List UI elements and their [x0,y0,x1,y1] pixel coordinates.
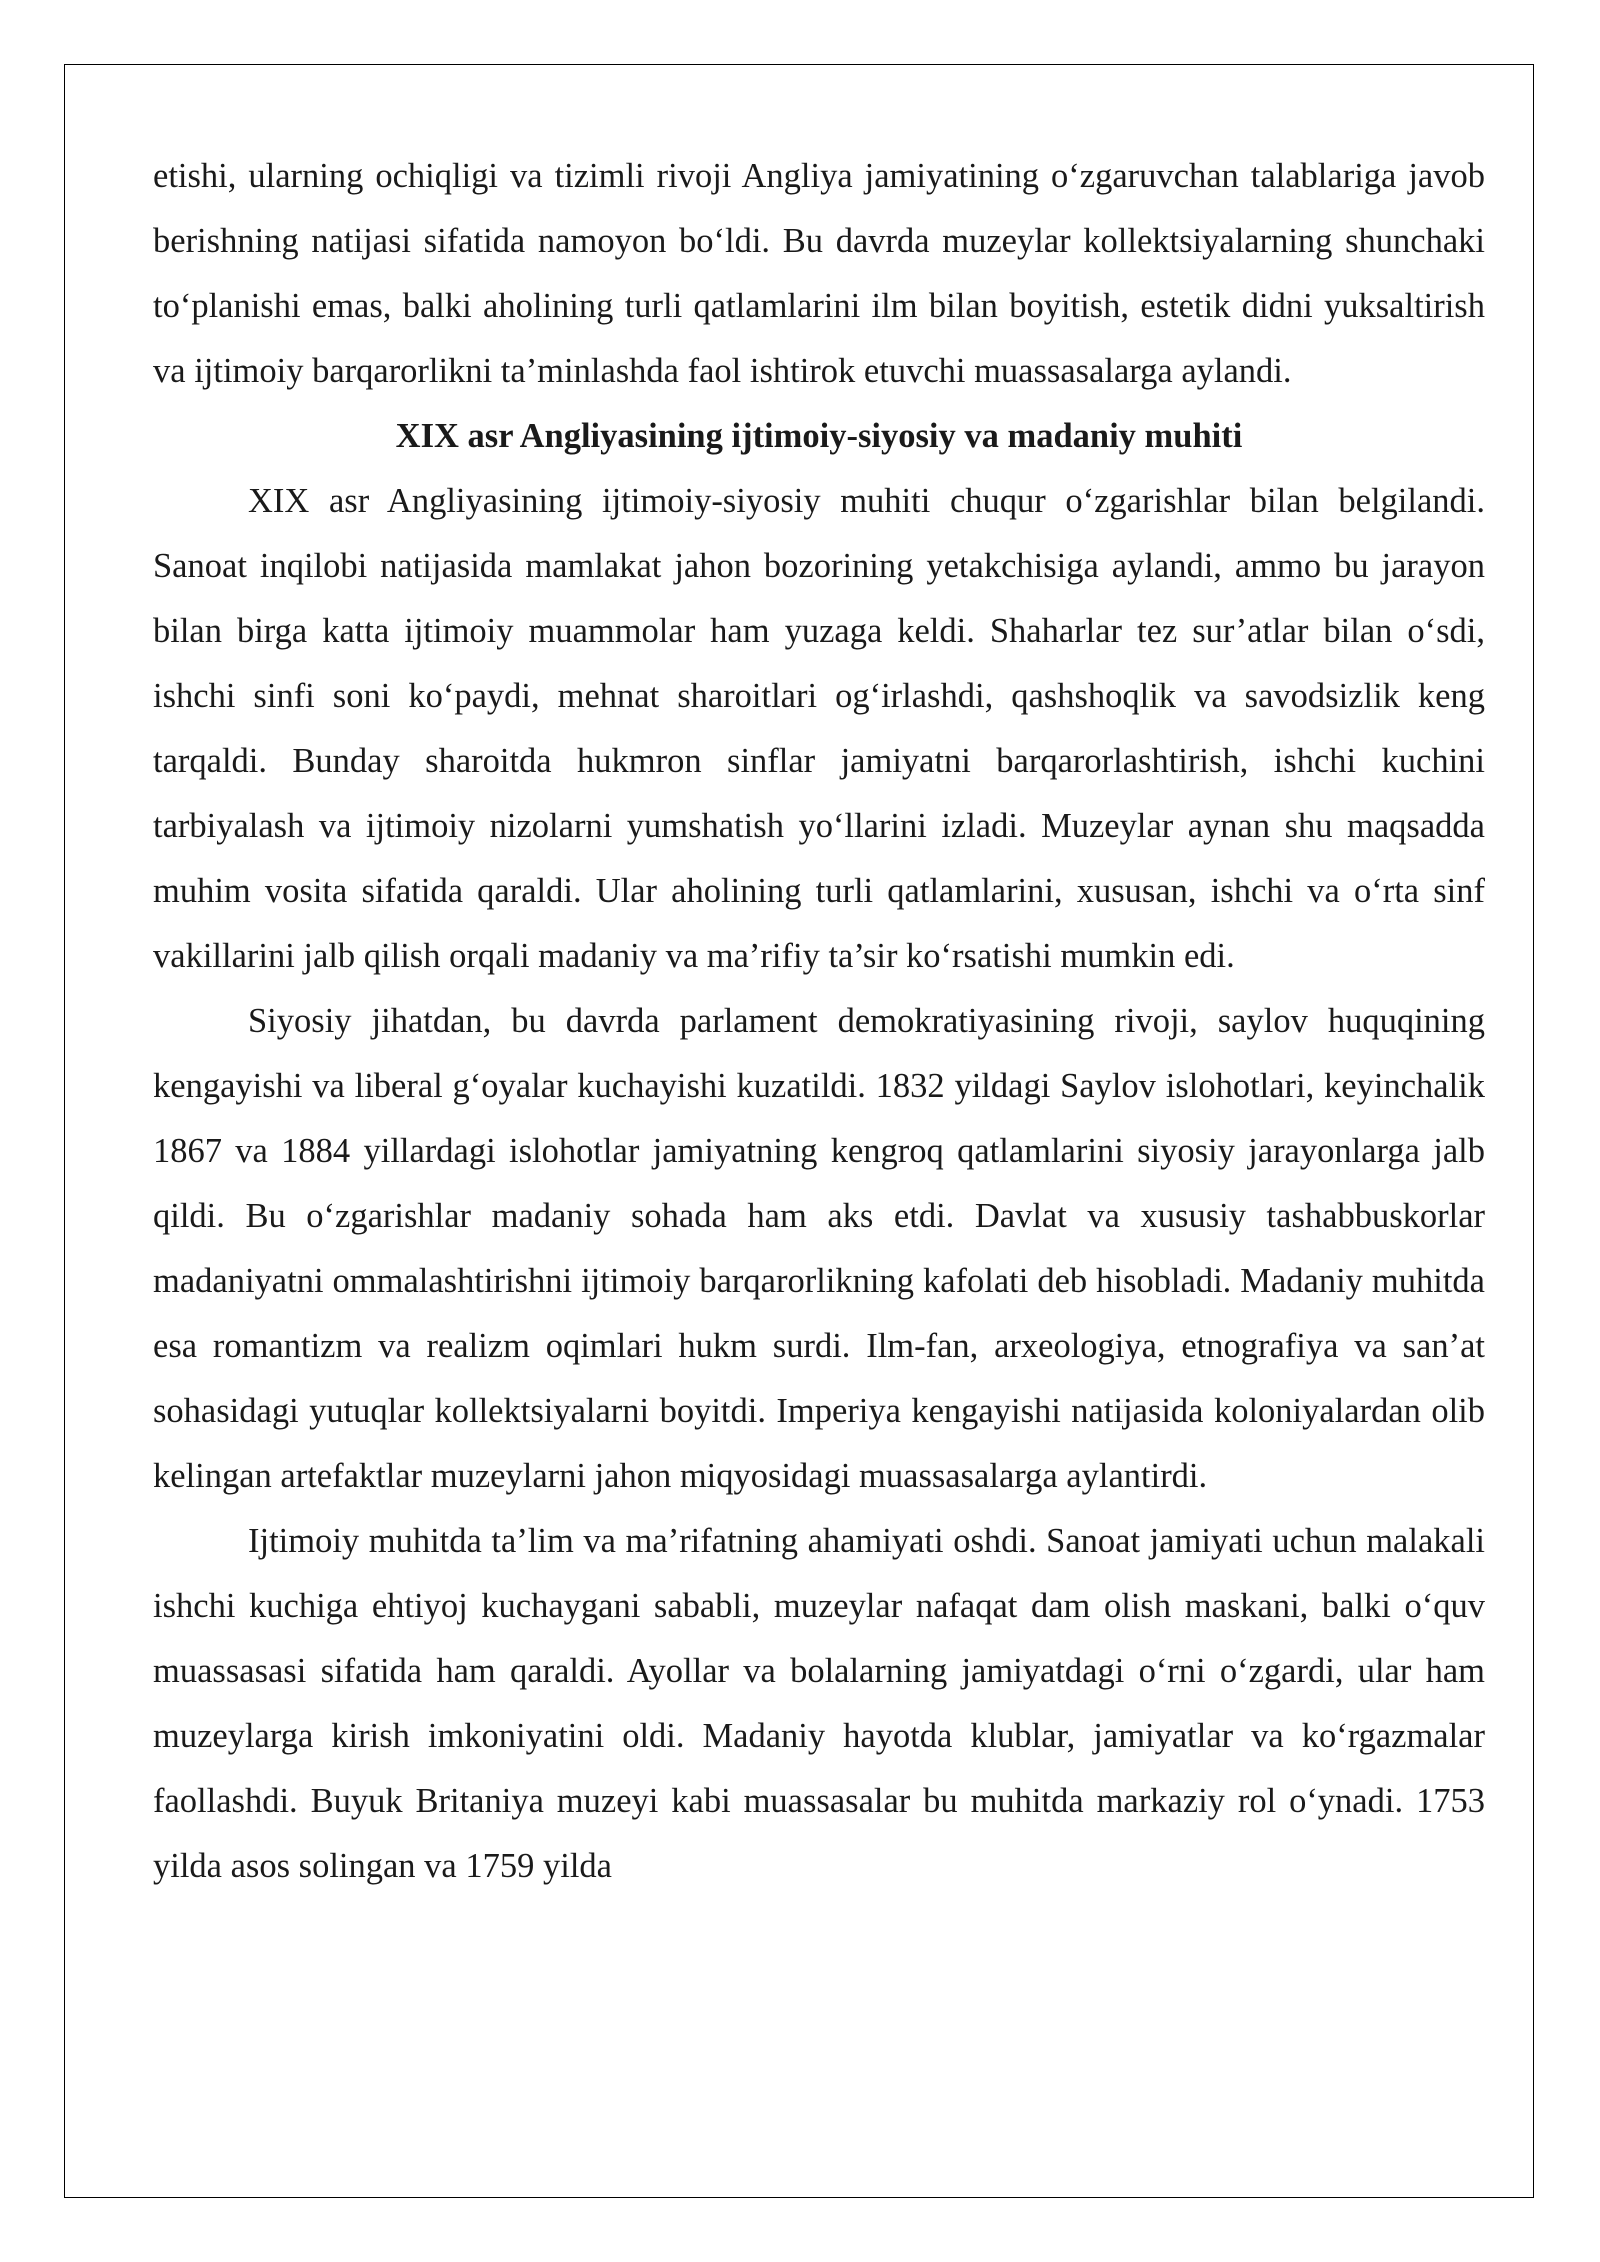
paragraph-3: Ijtimoiy muhitda ta’lim va ma’rifatning ahamiyati oshdi. Sanoat jamiyati uchun malakali ishchi kuchiga ehtiyoj kuchaygani sababli, muzeylar nafaqat dam olish maskani, balki o‘quv muassasasi sifatida ham qaraldi. Ayollar va bolalarning jamiyatdagi o‘rni o‘zgardi, ular ham muzeylarga kirish imkoniyatini oldi. Madaniy hayotda klublar, jamiyatlar va ko‘rgazmalar faollashdi. Buyuk Britaniya muzeyi kabi muassasalar bu muhitda markaziy rol o‘ynadi. 1753 yilda asos solingan va 1759 yilda [153,1522,1485,1885]
paragraph-continuation: etishi, ularning ochiqligi va tizimli rivoji Angliya jamiyatining o‘zgaruvchan talablariga javob berishning natijasi sifatida namoyon bo‘ldi. Bu davrda muzeylar kollektsiyalarning shunchaki to‘planishi emas, balki aholining turli qatlamlarini ilm bilan boyitish, estetik didni yuksaltirish va ijtimoiy barqarorlikni ta’minlashda faol ishtirok etuvchi muassasalarga aylandi. [153,157,1485,390]
paragraph-1: XIX asr Angliyasining ijtimoiy-siyosiy muhiti chuqur o‘zgarishlar bilan belgilandi. Sanoat inqilobi natijasida mamlakat jahon bozorining yetakchisiga aylandi, ammo bu jarayon bilan birga katta ijtimoiy muammolar ham yuzaga keldi. Shaharlar tez sur’atlar bilan o‘sdi, ishchi sinfi soni ko‘paydi, mehnat sharoitlari og‘irlashdi, qashshoqlik va savodsizlik keng tarqaldi. Bunday sharoitda hukmron sinflar jamiyatni barqarorlashtirish, ishchi kuchini tarbiyalash va ijtimoiy nizolarni yumshatish yo‘llarini izladi. Muzeylar aynan shu maqsadda muhim vosita sifatida qaraldi. Ular aholining turli qatlamlarini, xususan, ishchi va o‘rta sinf vakillarini jalb qilish orqali madaniy va ma’rifiy ta’sir ko‘rsatishi mumkin edi. [153,482,1485,975]
section-heading: XIX asr Angliyasining ijtimoiy-siyosiy va madaniy muhiti [395,417,1243,455]
document-body [153,144,1485,1899]
paragraph-2: Siyosiy jihatdan, bu davrda parlament demokratiyasining rivoji, saylov huquqining kengayishi va liberal g‘oyalar kuchayishi kuzatildi. 1832 yildagi Saylov islohotlari, keyinchalik 1867 va 1884 yillardagi islohotlar jamiyatning kengroq qatlamlarini siyosiy jarayonlarga jalb qildi. Bu o‘zgarishlar madaniy sohada ham aks etdi. Davlat va xususiy tashabbuskorlar madaniyatni ommalashtirishni ijtimoiy barqarorlikning kafolati deb hisobladi. Madaniy muhitda esa romantizm va realizm oqimlari hukm surdi. Ilm-fan, arxeologiya, etnografiya va san’at sohasidagi yutuqlar kollektsiyalarni boyitdi. Imperiya kengayishi natijasida koloniyalardan olib kelingan artefaktlar muzeylarni jahon miqyosidagi muassasalarga aylantirdi. [153,1002,1485,1495]
